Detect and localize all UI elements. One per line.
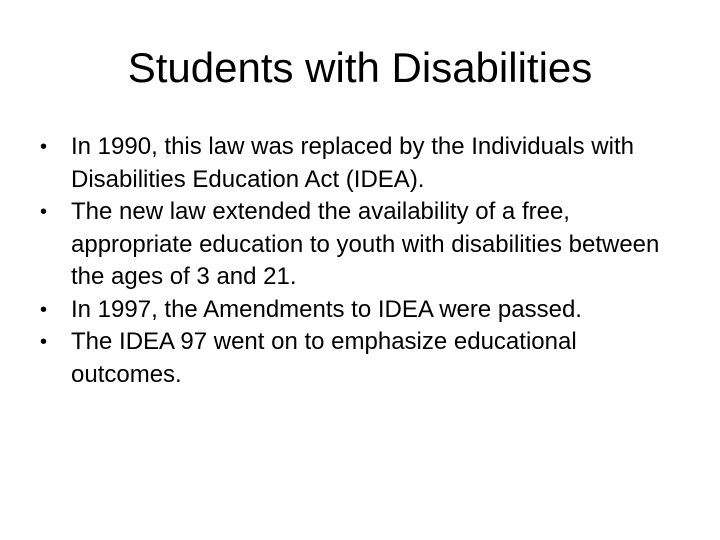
bullet-item: [40, 196, 690, 294]
bullet-marker: •: [40, 331, 48, 353]
bullet-item: [40, 131, 690, 196]
bullet-text: The new law extended the availability of a free, appropriate education to youth with disabilities between the ages of 3 and 21.: [71, 198, 660, 290]
bullet-list: [40, 131, 690, 391]
bullet-item: [40, 294, 690, 327]
bullet-marker: •: [40, 136, 48, 158]
bullet-text: In 1990, this law was replaced by the Individuals with Disabilities Education Act (IDEA).: [71, 133, 634, 193]
bullet-text: In 1997, the Amendments to IDEA were passed.: [71, 295, 582, 323]
bullet-item: [40, 326, 690, 391]
bullet-marker: •: [40, 298, 48, 321]
bullet-text: The IDEA 97 went on to emphasize educational outcomes.: [71, 328, 577, 388]
slide-title: Students with Disabilities: [127, 44, 593, 91]
bullet-marker: •: [40, 201, 48, 223]
